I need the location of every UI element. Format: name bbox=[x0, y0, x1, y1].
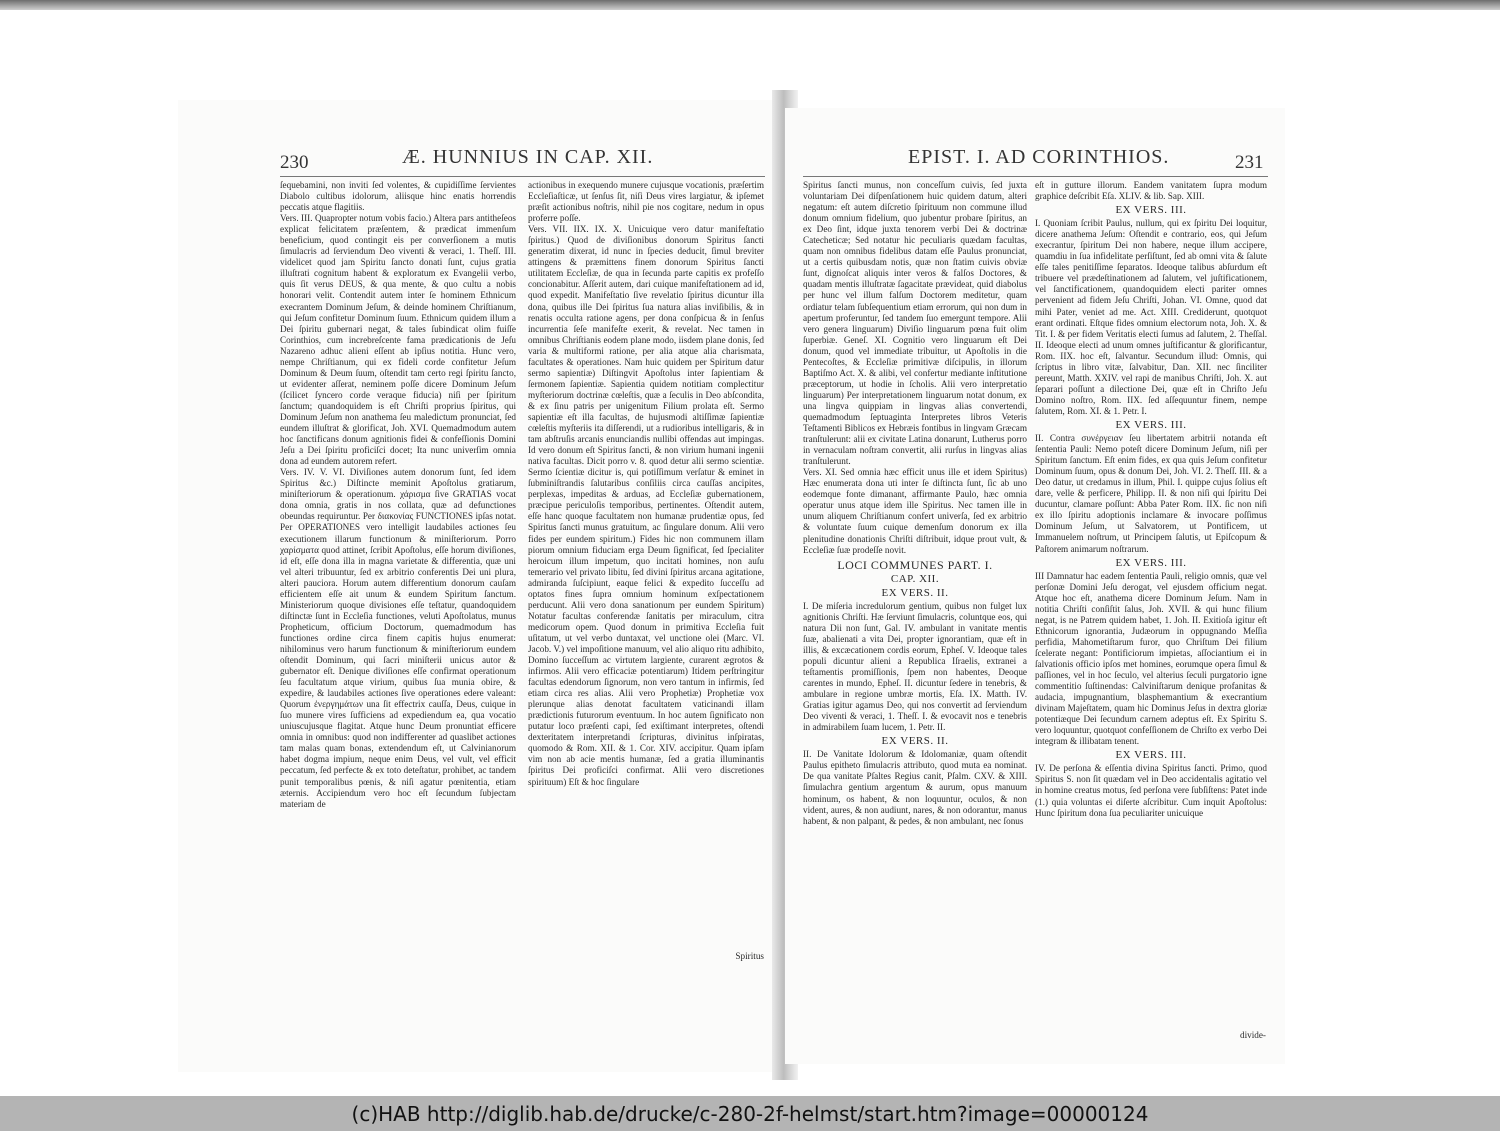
section-heading: EX VERS. III. bbox=[1115, 749, 1187, 762]
right-column-2 bbox=[1035, 180, 1267, 1026]
scan-edge bbox=[0, 0, 1500, 10]
left-catchword: Spiritus bbox=[735, 951, 764, 961]
section-heading: EX VERS. III. bbox=[1115, 204, 1187, 217]
right-column-1 bbox=[803, 180, 1027, 1026]
left-column-1 bbox=[280, 180, 516, 976]
footer-text: (c)HAB http://diglib.hab.de/drucke/c-280-2f-helmst/start.htm?image=00000124 bbox=[351, 1101, 1149, 1126]
paragraph: actionibus in exequendo munere cujusque vocationis, præſertim Eccleſiaſticæ, ut ſenſus ſit, niſi Deus vires largiatur, & ipſemet præſit actionibus noſtris, nihil pie nos cogitare, nedum in opus proferre poſſe. bbox=[528, 180, 764, 224]
section-heading: EX VERS. III. bbox=[1115, 418, 1187, 431]
copyright-footer bbox=[0, 1096, 1500, 1131]
paragraph: II. De Vanitate Idolorum & Idolomaniæ, quam oſtendit Paulus epitheto ſimulacris attributo, quod muta ea nominat. De qua vanitate Pſaltes Regius canit, Pſalm. CXV. & XIII. ſimulachra gentium argentum & aurum, opus manuum hominum, os habent, & non loquuntur, oculos, & non vident, aures, & non audiunt, nares, & non odorantur, manus habent, & non palpant, & pedes, & non ambulant, nec ſonus bbox=[803, 749, 1027, 826]
section-heading: EX VERS. II. bbox=[881, 586, 949, 599]
section-heading: EX VERS. II. bbox=[881, 735, 949, 748]
paragraph: IV. De perſona & eſſentia divina Spiritus ſancti. Primo, quod Spiritus S. non ſit quædam vel in Deo accidentalis agitatio vel in homine creatus motus, ſed perſona vere ſubſiſtens: Patet inde (1.) quia voluntas ei diſerte aſcribitur. Cum inquit Apoſtolus: Hunc ſpiritum dona ſua peculiariter unicuique bbox=[1035, 763, 1267, 818]
paragraph: Vers. IV. V. VI. Diviſiones autem donorum ſunt, ſed idem Spiritus &c.) Diſtincte meminit Apoſtolus gratiarum, miniſteriorum & operationum. χάρισμα ſive GRATIAS vocat dona omnia, gratis in nos collata, quæ ad defunctiones obeundas requiruntur. Per διακονίας FUNCTIONES ipſas notat. Per OPERATIONES vero intelligit laudabiles actiones ſeu executionem illarum functionum & miniſteriorum. Porro χαρίσματα quod attinet, ſcribit Apoſtolus, eſſe horum diviſiones, id eſt, eſſe dona illa in magna varietate & differentia, quæ uni vel alteri tribuuntur, ſed ex arbitrio conferentis Dei uni plura, alteri pauciora. Horum autem differentium donorum cauſam efficientem eſſe ait unum & eundem Spiritum ſanctum. Ministeriorum quoque divisiones eſſe teſtatur, quandoquidem diſtinctæ ſunt in Eccleſia functiones, veluti Apoſtolatus, munus Propheticum, officium Doctorum, quemadmodum has functiones ordine circa finem capitis hujus enumerat: nihilominus vero harum functionum & miniſteriorum eundem oſtendit Dominum, qui ſacri miniſterii unicus autor & gubernator eſt. Denique diviſiones eſſe confirmat operationum ſeu facultatum atque virium, quibus ſua munia obire, & expedire, & laudabiles actiones ſive operationes edere valeant: Quorum ἐνεργημάτων una ſit effectrix cauſſa, Deus, cuique in ſuo munere vires ſufficiens ad expediendum ea, qua vocatio uniuscujusque flagitat. Atque hunc Deum pronuntiat efficere omnia in omnibus: quod non indifferenter ad quaslibet actiones tam malas quam bonas, extendendum eſt, ut Calvinianorum habet dogma impium, neque enim Deus, vel vult, vel efficit peccatum, ſed perfecte & ex toto deteſtatur, prohibet, ac tandem punit temporalibus pœnis, & niſi agatur pœnitentia, etiam æternis. Accipiendum vero hoc eſt ſecundum ſubjectam materiam de bbox=[280, 467, 516, 809]
loci-chapter: CAP. XII. bbox=[890, 572, 940, 585]
left-head-rule bbox=[280, 176, 765, 177]
right-running-head: EPIST. I. AD CORINTHIOS. bbox=[908, 146, 1170, 168]
paragraph: ſequebamini, non inviti ſed volentes, & cupidiſſime ſervientes Diabolo cultibus idolorum, aliisque hinc enatis horrendis peccatis atque flagitiis. bbox=[280, 180, 516, 213]
paragraph: III Damnatur hac eadem ſententia Pauli, religio omnis, quæ vel perſonæ Domini Jeſu derogat, vel ejusdem officium negat. Atque hoc eſt, anathema dicere Dominum Jeſum. Nam in notitia Chriſti conſiſtit ſalus, Joh. XVII. & qui hunc filium negat, is ne Patrem quidem habet, 1. Joh. II. Exitioſa igitur eſt Ethnicorum ignorantia, Judæorum in oppugnando Meſſia perfidia, Mahometiſtarum furor, quo Chriſtum Dei filium ſcelerate negant: Pontificiorum impietas, aſſociantium ei in ſalvationis officio ipſos met homines, eorumque opera ſimul & paſſiones, vel in hoc ſeculo, vel alterius ſeculi purgatorio igne commentitio ſuſtinendas: Calviniſtarum denique profanitas & audacia, impugnantium, blasphemantium & execrantium divinam Majeſtatem, quam hic Dominus Jeſus in dextra gloriæ potentiæque Dei ſecundum carnem adeptus eſt. Ex Spiritu S. vero loquuntur, quotquot confeſſionem de Chriſto ex verbo Dei integram & illibatam tenent. bbox=[1035, 570, 1267, 747]
section-heading: EX VERS. III. bbox=[1115, 556, 1187, 569]
paragraph: Spiritus ſancti munus, non conceſſum cuivis, ſed juxta voluntariam Dei diſpenſationem huic quidem datum, alteri negatum: eſt autem diſcretio ſpirituum non commune illud donum omnium fidelium, quo jubentur probare ſpiritus, an ex Deo ſint, idque juxta tenorem verbi Dei & doctrinæ Catecheticæ; Sed notatur hic peculiaris quædam facultas, quam non omnibus fidelibus datam eſſe Paulus pronunciat, ut a certis quibusdam notis, quæ non ſtatim cuivis obviæ ſunt, dignoſcat aliquis inter veros & falſos Doctores, & quadam mentis illuſtratæ ſagacitate prævideat, quid diabolus per hunc vel illum falſum Doctorem meditetur, quam ordiatur telam ſubſequentium etiam errorum, qui non dum in apertum proferuntur, ſed tandem ſuo emergunt tempore. Alii vero genera linguarum) Diviſio linguarum pœna fuit olim ſuperbiæ. Geneſ. XI. Cognitio vero linguarum eſt Dei donum, quod vel immediate tribuitur, ut Apoſtolis in die Pentecoſtes, & Eccleſiæ primitivæ diſcipulis, in illorum Baptiſmo Act. X. & alibi, vel confertur mediante inſtitutione præceptorum, ut hodie in ſcholis. Alii vero interpretatio linguarum) Per interpretationem linguarum notat donum, ex una lingva quippiam in lingvas alias convertendi, quemadmodum ſeptuaginta Interpretes libros Veteris Teſtamenti Biblicos ex Hebræis fontibus in lingvam Græcam tranſtulerunt: alii ex civitate Latina donarunt, Lutherus porro in vernaculam noſtram convertit, alii rurſus in lingvas alias tranſtulerunt. bbox=[803, 180, 1027, 467]
left-column-2 bbox=[528, 180, 764, 948]
paragraph: I. De miſeria incredulorum gentium, quibus non fulget lux agnitionis Chriſti. Hæ ſerviunt ſimulacris, coluntque eos, qui natura Dii non ſunt, Gal. IV. ambulant in vanitate mentis ſuæ, abalienati a vita Dei, propter ignorantiam, quæ eſt in illis, & excæcationem cordis eorum, Epheſ. V. Ideoque tales populi dicuntur alieni a Republica Iſraelis, extranei a teſtamentis promiſſionis, ſpem non habentes, Deoque carentes in mundo, Epheſ. II. dicuntur ſedere in tenebris, & ambulare in regione umbræ mortis, Eſa. IX. Matth. IV. Gratias igitur agamus Deo, qui nos convertit ad ſerviendum Deo viventi & veraci, 1. Theſſ. I. & evocavit nos e tenebris in admirabilem ſuam lucem, 1. Petr. II. bbox=[803, 600, 1027, 733]
right-head-rule bbox=[803, 176, 1268, 177]
paragraph: Vers. VII. IIX. IX. X. Unicuique vero datur manifeſtatio ſpiritus.) Quod de diviſionibus donorum Spiritus ſancti generatim dixerat, id nunc in ſpecies deducit, ſimul breviter attingens & præmittens finem donorum Spiritus ſancti utilitatem Eccleſiæ, de qua in ſecunda parte capitis ex profeſſo concionabitur. Aſſerit autem, dari cuique manifeſtationem ad id, quod expedit. Manifeſtatio ſive revelatio ſpiritus dicuntur illa dona, quibus ille Dei ſpiritus ſua natura alias inviſibilis, & in renatis occulta ratione agens, per dona conſpicua & in ſenſus incurrentia ſeſe manifeſte exerit, & revelat. Nec tamen in omnibus Chriſtianis eodem plane modo, iisdem plane donis, ſed varia & multiformi ratione, per alia atque alia charismata, facultates & operationes. Nam huic quidem per Spiritum datur sermo sapientiæ) Diſtingvit Apoſtolus inter ſapientiam & ſermonem ſapientiæ. Sapientia quidem notitiam complectitur myſteriorum doctrinæ cœleſtis, quæ a ſeculis in Deo abſcondita, & ex ſinu patris per unigenitum Filium prolata eſt. Sermo sapientiæ eſt illa facultas, de hujusmodi altiſſimæ ſapientiæ cœleſtis myſteriis ita diſſerendi, ut a rudioribus intelligaris, & in tam abſtruſis arcanis enunciandis nullibi offendas aut impingas. Id vero donum eſt Spiritus ſancti, & non virium humani ingenii nativa facultas. Dicit porro v. 8. quod detur alii sermo scientiæ. Sermo ſcientiæ dicitur is, qui potiſſimum verſatur & eminet in ſubminiſtrandis ſalutaribus conſiliis circa cauſſas ancipites, perplexas, impeditas & arduas, ad Eccleſiæ gubernationem, præcipue periculoſis temporibus, pertinentes. Oſtendit autem, eſſe hanc quoque facultatem non humanæ prudentiæ opus, ſed Spiritus ſancti munus gratuitum, ac ſingulare donum. Alii vero fides per eundem spiritum.) Fides hic non communem illam piorum omnium fiduciam erga Deum ſignificat, ſed ſpecialiter heroicum illum impetum, quo incitati homines, non auſu temerario vel privato libitu, ſed divini ſpiritus arcana agitatione, admiranda ſuſcipiunt, eaque felici & expedito ſucceſſu ad optatos fines ſupra omnium hominum exſpectationem perducunt. Alii vero dona sanationum per eundem Spiritum) Notatur facultas conferendæ ſanitatis per miraculum, citra medicorum opem. Quod donum in primitiva Eccleſia fuit uſitatum, ut vel verbo duntaxat, vel unctione olei (Marc. VI. Jacob. V.) vel impoſitione manuum, vel alio aliquo ritu adhibito, Domino ſucceſſum ac virtutem largiente, curarent ægrotos & infirmos. Alii vero efficaciæ potentiarum) Itidem perſtringitur facultas edendorum ſignorum, non vero tantum in infirmis, ſed etiam circa res alias. Alii vero Prophetiæ) Prophetiæ vox plerunque alias denotat facultatem vaticinandi illam prædictionis futurorum eventuum. In hoc autem ſignificato non putatur loco præſenti capi, ſed exiſtimant interpretes, oſtendi dexteritatem interpretandi ſcripturas, divinitus inſpiratas, quomodo & Rom. XII. & 1. Cor. XIV. accipitur. Quam ipſam vim non ab acie mentis humanæ, ſed a gratia illuminantis ſpiritus Dei proficiſci confirmat. Alii vero discretiones spirituum) Eſt & hoc ſingulare bbox=[528, 224, 764, 787]
loci-title: LOCI COMMUNES PART. I. bbox=[837, 557, 993, 572]
paragraph: eſt in gutture illorum. Eandem vanitatem ſupra modum graphice deſcribit Eſa. XLIV. & lib. Sap. XIII. bbox=[1035, 180, 1267, 202]
left-running-head: Æ. HUNNIUS IN CAP. XII. bbox=[402, 146, 654, 168]
paragraph: II. Contra συνέργειαν ſeu libertatem arbitrii notanda eſt ſententia Pauli: Nemo poteſt dicere Dominum Jeſum, niſi per Spiritum ſanctum. Eſt enim fides, ex qua quis Jeſum confitetur Dominum ſuum, opus & donum Dei, Joh. VI. 2. Theſſ. III. & a Deo datur, ut credamus in illum, Phil. I. quippe cujus ſolius eſt dare, velle & perficere, Philipp. II. & non niſi qui ſpiritu Dei ducuntur, clamare poſſunt: Abba Pater Rom. IIX. ſic non niſi ex illo ſpiritu adoptionis inclamare & invocare poſſimus Dominum Jeſum, ut Salvatorem, ut Pontificem, ut Immanuelem noſtrum, ut Principem ſalutis, ut Epiſcopum & Paſtorem animarum noſtrarum. bbox=[1035, 433, 1267, 554]
left-page-number: 230 bbox=[280, 152, 309, 173]
paragraph: Vers. XI. Sed omnia hæc efficit unus ille et idem Spiritus) Hæc enumerata dona uti inter ſe diſtincta ſunt, ſic ab uno eodemque fonte dimanant, affirmante Paulo, hæc omnia operatur unus atque idem ille Spiritus. Nec tamen ille in unum aliquem Chriſtianum confert univerſa, ſed ex arbitrio & voluntate ſuum cuique demenſum donorum ex illa plenitudine donationis Chriſti diſtribuit, idque prout vult, & Eccleſiæ ſuæ prodeſſe novit. bbox=[803, 467, 1027, 555]
paragraph: Vers. III. Quapropter notum vobis facio.) Altera pars antitheſeos explicat felicitatem præſentem, & prædicat immenſum beneficium, quod contingit eis per converſionem a mutis ſimulacris ad ſerviendum Deo viventi & veraci, 1. Theſſ. III. videlicet quod jam Spiritu ſancto donati ſunt, cujus gratia illuſtrati cognitum habent & exploratum ex Evangelii verbo, quis ſit verus DEUS, & qua mente, & quo cultu a nobis honorari velit. Contendit autem inter ſe hominem Ethnicum execrantem Dominum Jeſum, & deinde hominem Chriſtianum, qui Jeſum confitetur Dominum ſuum. Ethnicum quidem illum a Dei ſpiritu gubernari negat, & tales ſubindicat olim fuiſſe Corinthios, cum increbreſcente fama prædicationis de Jeſu Nazareno adhuc alieni eſſent ab ipſius notitia. Hunc vero, nempe Chriſtianum, qui ex fideli corde confitetur Jeſum Dominum & Deum ſuum, oſtendit tam certo regi ſpiritu ſancto, ut evidenter aſſerat, neminem poſſe dicere Dominum Jeſum (ſcilicet ſyncero corde veraque fiducia) niſi per ſpiritum ſanctum; quandoquidem is eſt Chriſti proprius ſpiritus, qui Dominum Jeſum non anathema ſeu maledictum pronunciat, ſed eundem illuſtrat & glorificat, Joh. XVI. Quemadmodum autem hoc ſanctificans donum agnitionis fidei & confeſſionis Domini Jeſu a Dei ſpiritu proficiſci docet; Ita nunc univerſim omnia dona ad eundem autorem refert. bbox=[280, 213, 516, 467]
right-catchword: divide- bbox=[1239, 1030, 1266, 1040]
paragraph: I. Quoniam ſcribit Paulus, nullum, qui ex ſpiritu Dei loquitur, dicere anathema Jeſum: Oſtendit e contrario, eos, qui Jeſum execrantur, ſpiritum Dei non habere, neque illum accipere, quamdiu in ſua infidelitate perſiſtunt, ſed ab omni vita & ſalute eſſe tales penitiſſime ſeparatos. Ideoque talibus abſurdum eſt tribuere vel prædeſtinationem ad ſalutem, vel juſtificationem, vel ſanctificationem, quandoquidem electi pariter omnes pervenient ad fidem Jeſu Chriſti, Johan. VI. Omne, quod dat mihi Pater, veniet ad me. Act. XIII. Crediderunt, quotquot erant ordinati. Eſtque fides omnium electorum nota, Joh. X. & Tit. I. & per fidem Veritatis electi ſumus ad ſalutem, 2. Theſſal. II. Ideoque electi ad unum omnes juſtificantur & glorificantur, Rom. IIX. hoc eſt, ſalvantur. Secundum illud: Omnis, qui ſcriptus in libro vitæ, ſalvabitur, Dan. XII. nec ſinciliter pereunt, Matth. XXIV. vel rapi de manibus Chriſti, Joh. X. aut ſeparari poſſunt a dilectione Dei, quæ eſt in Chriſto Jeſu Domino noſtro, Rom. IIX. ſed aſſequuntur finem, nempe ſalutem, Rom. XI. & 1. Petr. I. bbox=[1035, 218, 1267, 416]
right-page-number: 231 bbox=[1235, 152, 1264, 173]
